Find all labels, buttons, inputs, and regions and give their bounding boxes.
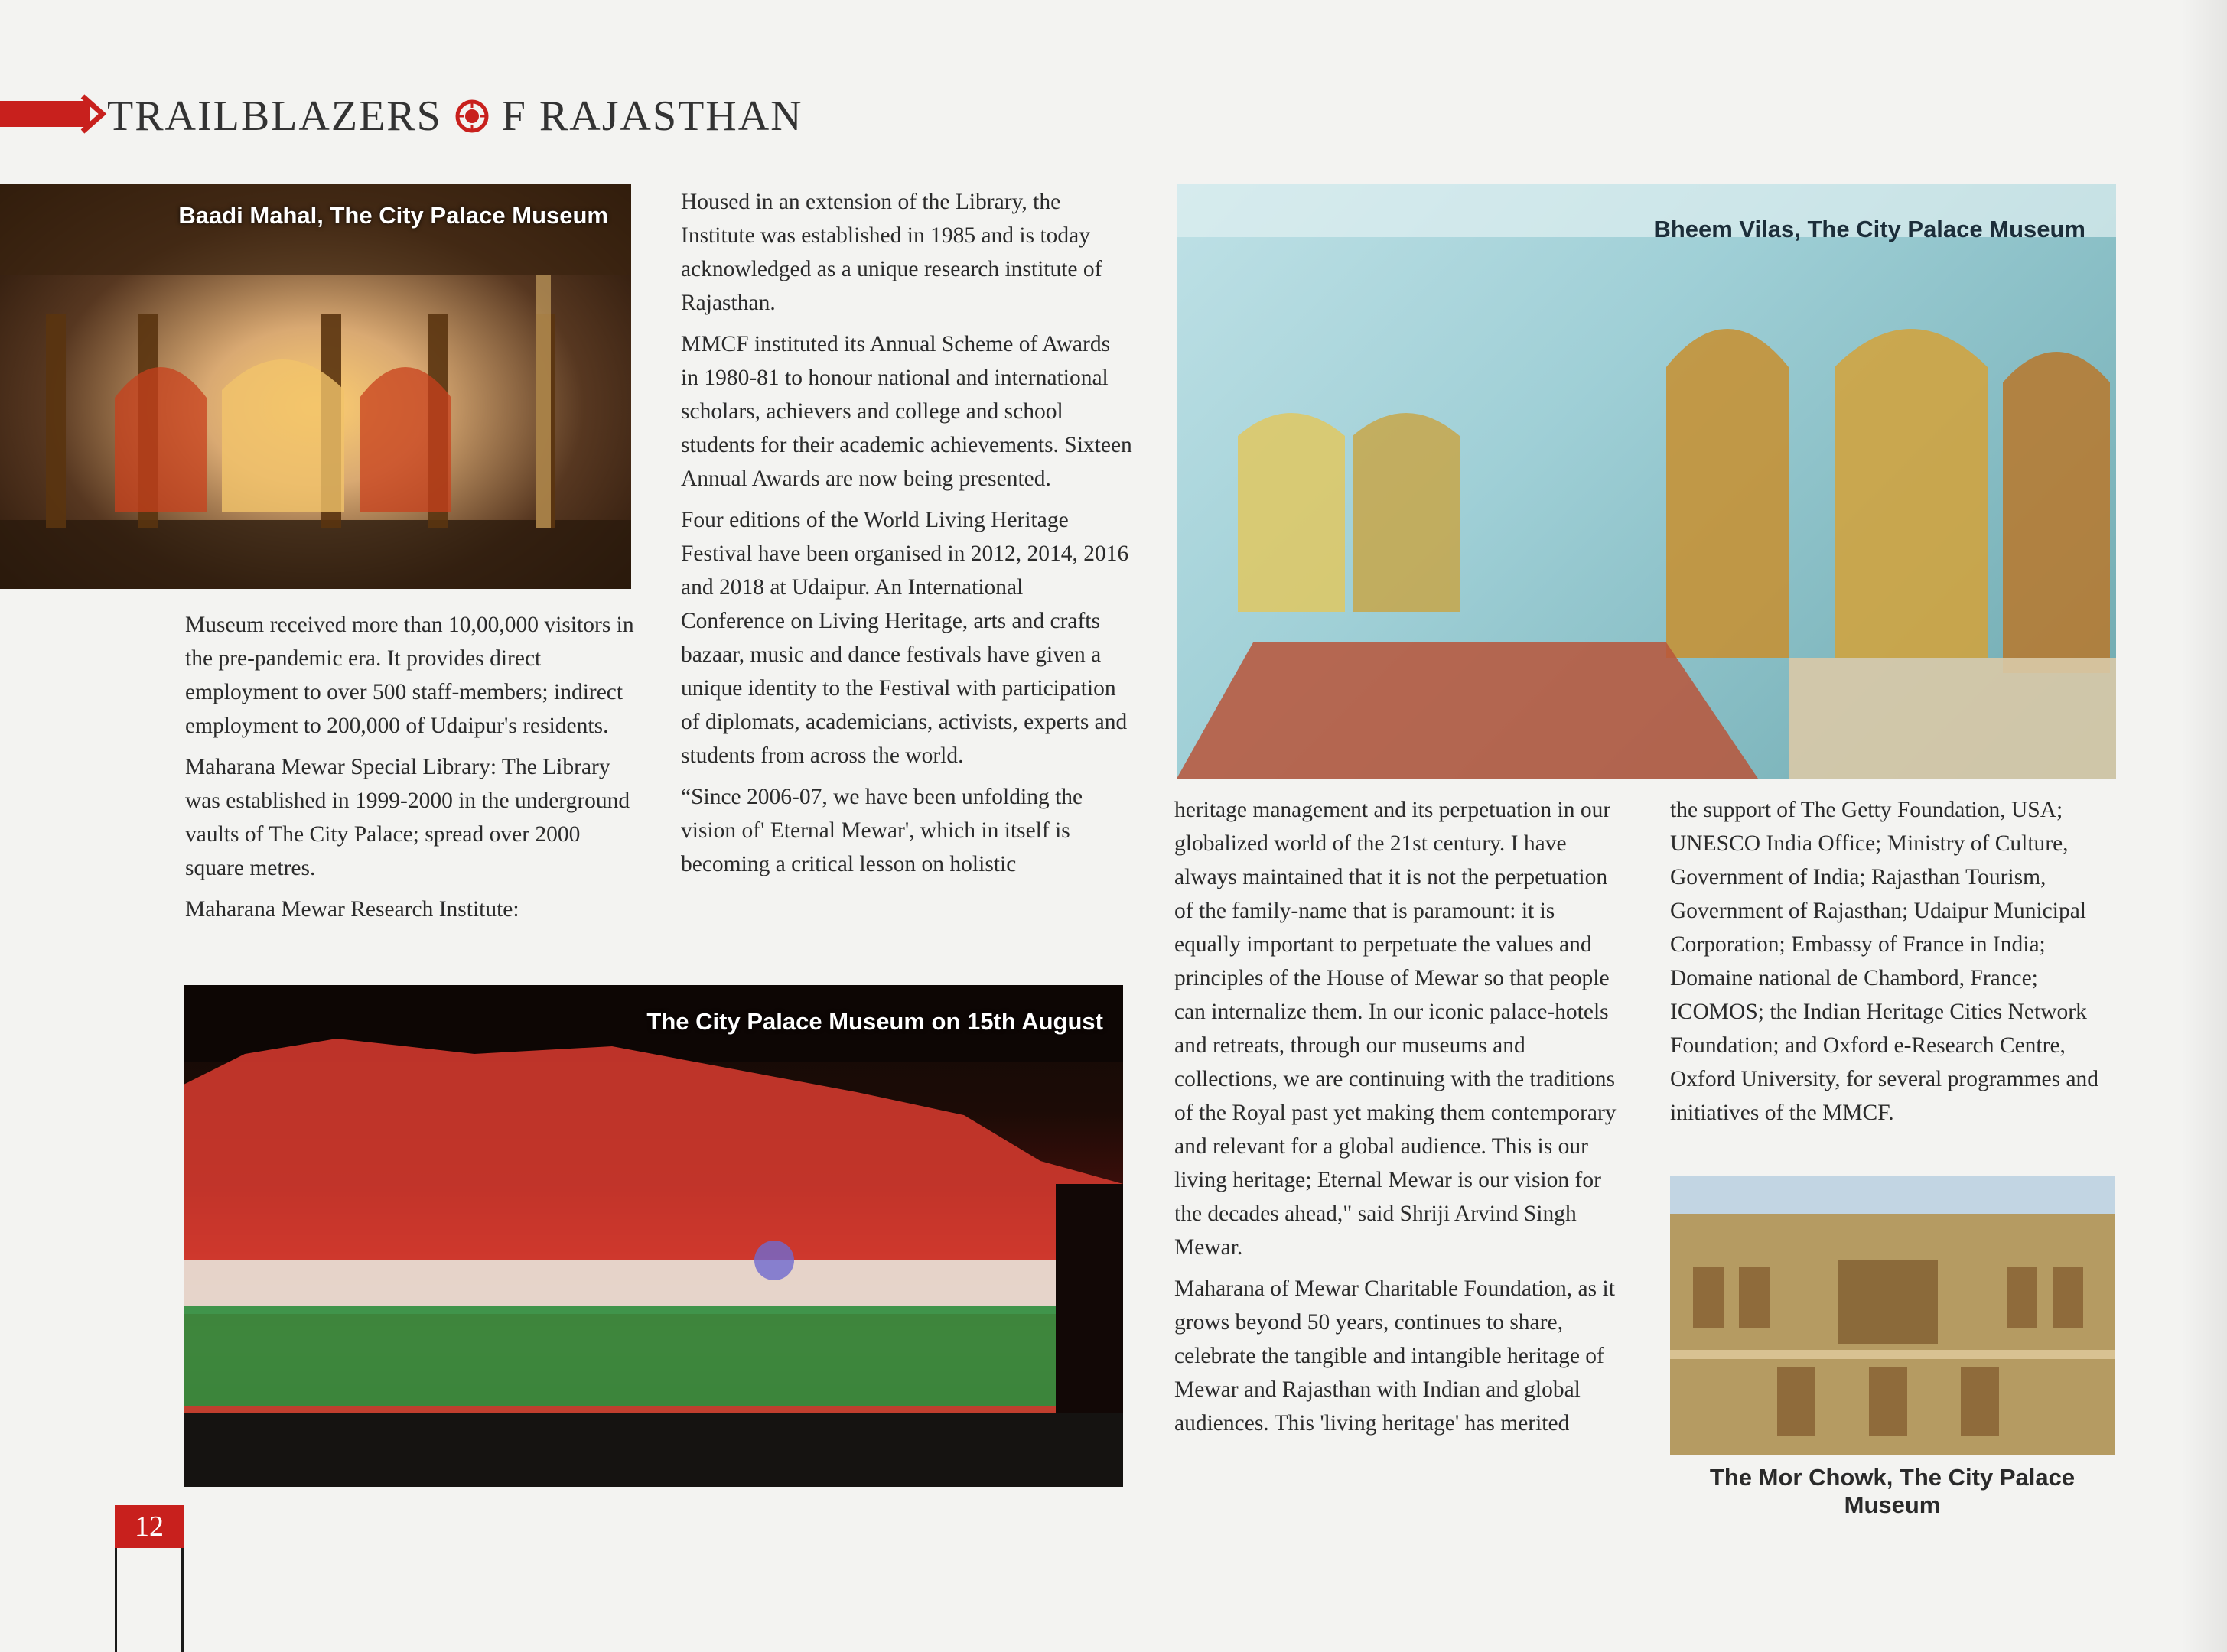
paragraph: “Since 2006-07, we have been unfolding the vision of' Eternal Mewar', which in itself is becoming a critical lesson on holistic: [681, 785, 1083, 876]
photo-mor-chowk: [1670, 1176, 2115, 1455]
bheem-vilas-illustration: [1177, 184, 2116, 779]
page-number-rule-right: [181, 1548, 184, 1652]
text-column-4: [1670, 793, 2121, 1137]
mor-chowk-illustration: [1670, 1176, 2115, 1455]
baadi-mahal-illustration: [0, 184, 631, 589]
paragraph: Maharana of Mewar Charitable Foundation, as it grows beyond 50 years, continues to share, celebrate the tangible and intangible heritage of Mewar and Rajasthan with Indian and global audiences. This 'living heritage' has merited: [1174, 1276, 1615, 1436]
paragraph: MMCF instituted its Annual Scheme of Awards in 1980-81 to honour national and international scholars, achievers and college and school students for their academic achievements. Sixteen Annual Awards are now being presented.: [681, 332, 1132, 491]
caption-bheem-vilas: Bheem Vilas, The City Palace Museum: [1653, 216, 2085, 242]
page-number-rule-left: [115, 1548, 117, 1652]
caption-baadi-mahal: Baadi Mahal, The City Palace Museum: [178, 202, 608, 229]
text-column-3: [1174, 793, 1626, 1448]
photo-baadi-mahal: [0, 184, 631, 589]
caption-city-palace-15-august: The City Palace Museum on 15th August: [646, 1008, 1103, 1035]
photo-city-palace-15-august: [184, 985, 1123, 1487]
caption-mor-chowk: The Mor Chowk, The City Palace Museum: [1709, 1464, 2076, 1518]
photo-bheem-vilas: [1177, 184, 2116, 779]
city-palace-illustration: [184, 985, 1123, 1487]
chevron-right-icon: [80, 93, 110, 135]
section-title: [107, 86, 803, 147]
header-accent-bar: [0, 101, 90, 127]
paragraph: Museum received more than 10,00,000 visitors in the pre-pandemic era. It provides direct employment to over 500 staff-members; indirect employment to 200,000 of Udaipur's residents.: [185, 613, 634, 738]
page-number: 12: [115, 1505, 184, 1548]
paragraph: heritage management and its perpetuation in our globalized world of the 21st century. I have always maintained that it is not the perpetuation of the family-name that is paramount: it is equally important to perpetuate the values and principles of the House of Mewar so that people can internalize them. In our iconic palace-hotels and retreats, through our museums and collections, we are continuing with the traditions of the Royal past yet making them contemporary and relevant for a global audience. This is our living heritage; Eternal Mewar is our vision for the decades ahead," said Shriji Arvind Singh Mewar.: [1174, 798, 1617, 1260]
emblem-icon: [454, 99, 490, 134]
paragraph: the support of The Getty Foundation, USA; UNESCO India Office; Ministry of Culture, Government of India; Rajasthan Tourism, Government of Rajasthan; Udaipur Municipal Corporation; Embassy of France in India; Domaine national de Chambord, France; ICOMOS; the Indian Heritage Cities Network Foundation; and Oxford e-Research Centre, Oxford University, for several programmes and initiatives of the MMCF.: [1670, 798, 2099, 1125]
page-edge-shadow: [2181, 0, 2227, 1652]
section-title-part1: TRAILBLAZERS: [107, 93, 442, 140]
section-title-part2: F RAJASTHAN: [501, 93, 803, 140]
paragraph: Four editions of the World Living Heritage Festival have been organised in 2012, 2014, 2016 and 2018 at Udaipur. An International Conference on Living Heritage, arts and crafts bazaar, music and dance festivals have given a unique identity to the Festival with participation of diplomats, academicians, activists, experts and students from across the world.: [681, 508, 1129, 768]
paragraph: Maharana Mewar Special Library: The Library was established in 1999-2000 in the underground vaults of The City Palace; spread over 2000 square metres.: [185, 755, 630, 880]
text-column-1: [185, 608, 637, 934]
paragraph: Maharana Mewar Research Institute:: [185, 897, 519, 922]
paragraph: Housed in an extension of the Library, the Institute was established in 1985 and is today acknowledged as a unique research institute of Rajasthan.: [681, 190, 1102, 315]
text-column-2: [681, 185, 1132, 889]
